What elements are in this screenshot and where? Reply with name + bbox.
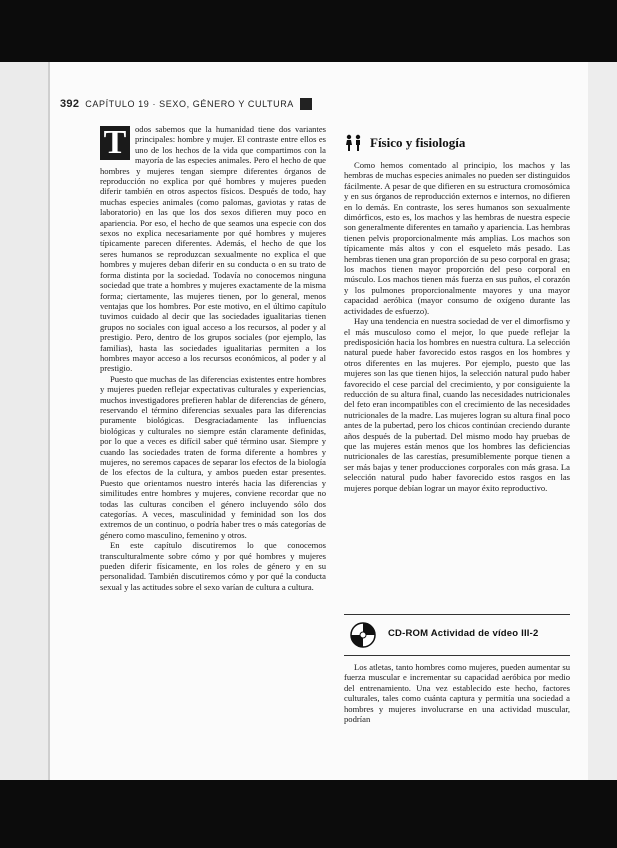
body-paragraph: Los atletas, tanto hombres como mujeres, pueden aumentar su fuerza muscular e incrementar su capacidad aeróbica por medio del entrenamiento. Una vez establecido este hecho, factores culturales, tales como cuánta captura y permitía una sociedad a hombres y mujeres involucrarse en una actividad muscular, podrían: [344, 662, 570, 725]
cd-disc-icon: [350, 622, 376, 648]
right-column: [344, 160, 570, 605]
page-edge: [48, 62, 50, 780]
chapter-logo-icon: [300, 98, 312, 110]
scan-margin-left: [0, 62, 48, 780]
body-paragraph: Hay una tendencia en nuestra sociedad de ver el dimorfismo y el más musculoso como el mejor, lo que puede reflejar la predisposición hacia los hombres en nuestra cultura. La selección natural puede haber favorecido estos rasgos en los hombres y otros diferentes en las mujeres. Por ejemplo, puesto que las mujeres son las que tienen hijos, la selección natural pudo haber favorecido el cese parcial del crecimiento, y por consiguiente la reducción de su altura final, cuando las necesidades nutricionales del feto eran incompatibles con el crecimiento de las necesidades nutricionales de la madre. Las mujeres logran su altura final poco antes de la pubertad, pero los chicos continúan creciendo durante años después de la pubertad. Del mismo modo hay pruebas de que las mujeres están menos que los hombres las deficiencias nutricionales de las carestías, presumiblemente porque tienen a ser más bajas y tener producciones corporales con más grasa. La selección natural pudo haber favorecido estos rasgos en las mujeres porque debían lograr un mayor éxito reproductivo.: [344, 316, 570, 493]
cd-rom-label: CD-ROM Actividad de vídeo III-2: [388, 628, 539, 639]
running-head: [60, 98, 312, 110]
cd-rom-callout: [344, 614, 570, 656]
drop-cap: T: [100, 126, 130, 160]
scan-border-bottom: [0, 780, 617, 848]
body-paragraph: Como hemos comentado al principio, los machos y las hembras de muchas especies animales no pueden ser distinguidos fácilmente. A pesar de que difieren en su estructura cromosómica y en sus órganos de reproducción externos e internos, no difieren en lo demás. En contraste, los seres humanos son sexualmente dimórficos, esto es, los machos y las hembras de nuestra especie son generalmente diferentes en tamaño y apariencia. Las hembras tienen pelvis proporcionalmente más amplias. Los machos son típicamente más altos y con el esqueleto más pesado. Las hembras tienen una gran proporción de su peso corporal en grasa; los machos tienen mayor proporción del peso corporal en músculo. Los machos tienen más fuerza en sus puños, el corazón y los pulmones proporcionalmente mayores y una mayor capacidad aeróbica (mayor consumo de oxígeno durante las actividades de esfuerzo).: [344, 160, 570, 316]
scan-border-top: [0, 0, 617, 62]
page-number: 392: [60, 98, 80, 110]
scan-margin-right: [588, 62, 617, 780]
figures-icon: [344, 134, 364, 152]
body-paragraph: En este capítulo discutiremos lo que conocemos transculturalmente sobre cómo y por qué hombres y mujeres pueden diferir físicamente, en los roles de género y en su personalidad. También discutiremos cómo y por qué la conducta sexual y las actitudes sobre el sexo varían de cultura a cultura.: [100, 540, 326, 592]
intro-paragraph: T odos sabemos que la humanidad tiene dos variantes principales: hombre y mujer. El contraste entre ellos es uno de los hechos de la vida que compartimos con la mayoría de las especies animales. Pero el hecho de que hombres y mujeres tengan siempre diferentes órganos de reproducción no explica por qué hombres y mujeres pueden diferir también en otros aspectos físicos. Después de todo, hay muchas especies animales (como palomas, gaviotas y ratas de laboratorio) en las que los dos sexos difieren muy poco en apariencia. Por eso, el hecho de que seamos una especie con dos sexos no explica necesariamente por qué hombres y mujeres típicamente parecen diferentes. Además, el hecho de que los seres humanos se reproduzcan sexualmente no explica el que hombres y mujeres deban diferir en su conducta o en su trato de forma distinta por la sociedad. Todavía no conocemos ninguna sociedad que trate a hombres y mujeres exactamente de la misma forma; ciertamente, las mujeres tienen, por lo general, menos ventajas que los hombres. Por este motivo, en el último capítulo tuvimos cuidado al decir que las sociedades igualitarias tienen grupos no sociales con igual acceso a los recursos, al poder y al prestigio. Pero, dentro de los grupos sociales (por ejemplo, las familias), hasta las sociedades igualitarias permiten a los hombres mayor acceso a los recursos económicos, al poder y al prestigio.: [100, 124, 326, 374]
section-title: Físico y fisiología: [370, 135, 466, 150]
chapter-title: CAPÍTULO 19 · SEXO, GÉNERO Y CULTURA: [85, 99, 294, 109]
section-heading: [344, 134, 465, 152]
left-column: [100, 124, 326, 772]
bottom-right-column: [344, 662, 570, 772]
body-paragraph: Puesto que muchas de las diferencias existentes entre hombres y mujeres pueden reflejar expectativas culturales y experiencias, muchos investigadores prefieren hablar de diferencias de género, reservando el término diferencias sexuales para las diferencias puramente biológicas. Desgraciadamente las influencias biológicas y culturales no siempre están claramente definidas, por lo que a veces es difícil saber qué término usar. Siempre y cuando las sociedades traten de forma diferente a hombres y mujeres, no seremos capaces de separar los efectos de la biología de los efectos de la cultura, y ambos pueden estar presentes. Puesto que orientamos nuestro interés hacia las diferencias y similitudes entre hombres y mujeres, conviene recordar que no todas las culturas conciben el género incluyendo sólo dos categorías. A veces, masculinidad y feminidad son los dos extremos de un continuo, o podría haber tres o más categorías de género como masculino, femenino y otros.: [100, 373, 326, 540]
